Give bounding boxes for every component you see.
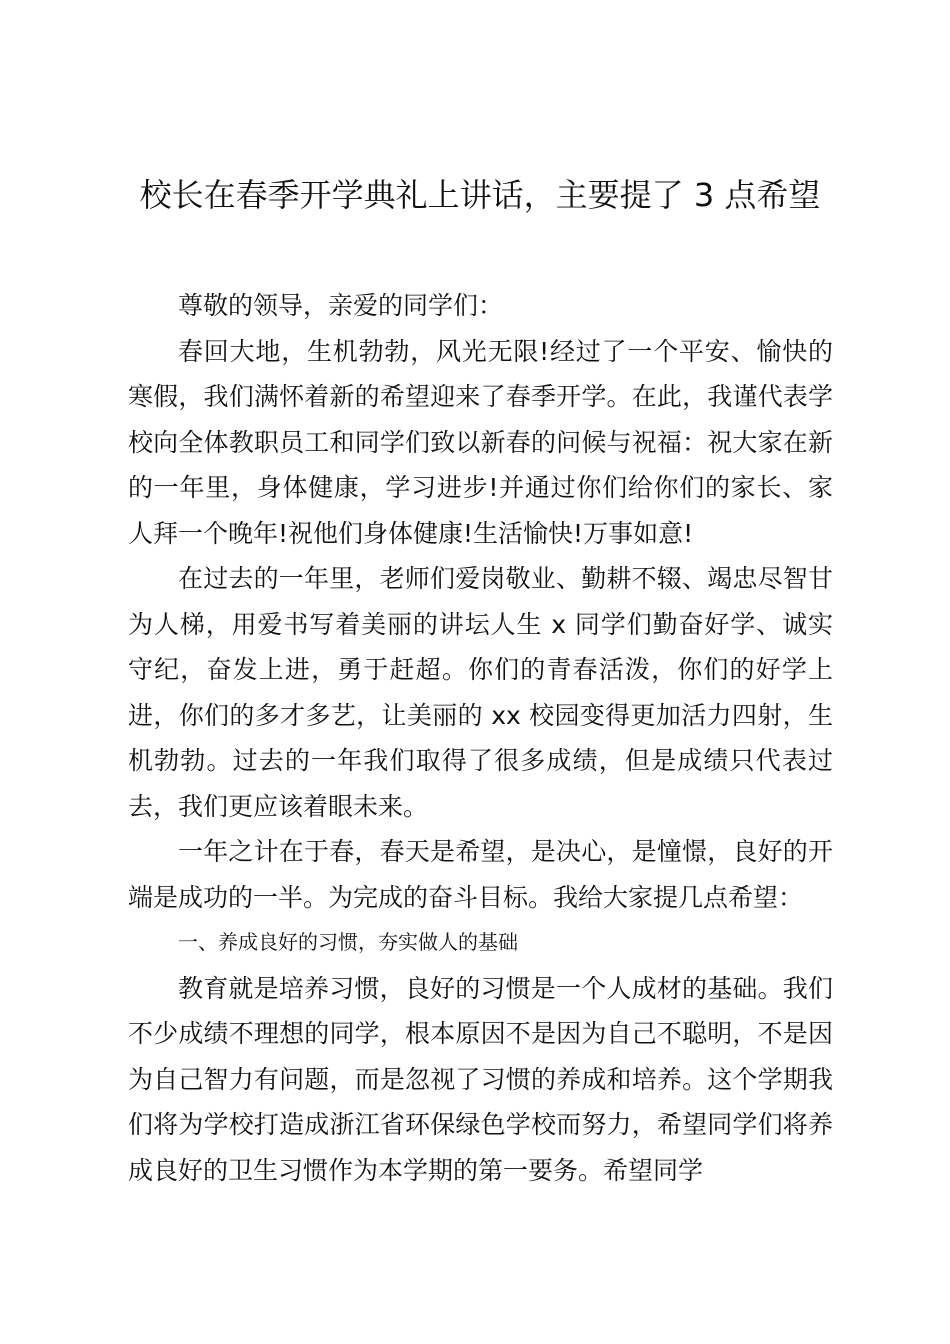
- document-body: [128, 283, 833, 1193]
- document-title: 校长在春季开学典礼上讲话，主要提了 3 点希望: [139, 176, 821, 214]
- intro-hopes-paragraph: 一年之计在于春，春天是希望，是决心，是憧憬，良好的开端是成功的一半。为完成的奋斗目标。我给大家提几点希望：: [128, 837, 833, 912]
- salutation-paragraph: 尊敬的领导，亲爱的同学们：: [178, 291, 504, 320]
- section-heading-1: 一、养成良好的习惯，夯实做人的基础: [178, 930, 518, 954]
- review-paragraph: 在过去的一年里，老师们爱岗敬业、勤耕不辍、竭忠尽智甘为人梯，用爱书写着美丽的讲坛人生 x 同学们勤奋好学、诚实守纪，奋发上进，勇于赶超。你们的青春活泼，你们的好学上进，你们的多才多艺，让美丽的 xx 校园变得更加活力四射，生机勃勃。过去的一年我们取得了很多成绩，但是成绩只代表过去，我们更应该着眼未来。: [128, 564, 833, 821]
- habits-paragraph: 教育就是培养习惯，良好的习惯是一个人成材的基础。我们不少成绩不理想的同学，根本原因不是因为自己不聪明，不是因为自己智力有问题，而是忽视了习惯的养成和培养。这个学期我们将为学校打造成浙江省环保绿色学校而努力，希望同学们将养成良好的卫生习惯作为本学期的第一要务。希望同学: [128, 973, 833, 1185]
- greeting-paragraph: 春回大地，生机勃勃，风光无限!经过了一个平安、愉快的寒假，我们满怀着新的希望迎来了春季开学。在此，我谨代表学校向全体教职员工和同学们致以新春的问候与祝福：祝大家在新的一年里，身体健康，学习进步!并通过你们给你们的家长、家人拜一个晚年!祝他们身体健康!生活愉快!万事如意!: [128, 336, 833, 548]
